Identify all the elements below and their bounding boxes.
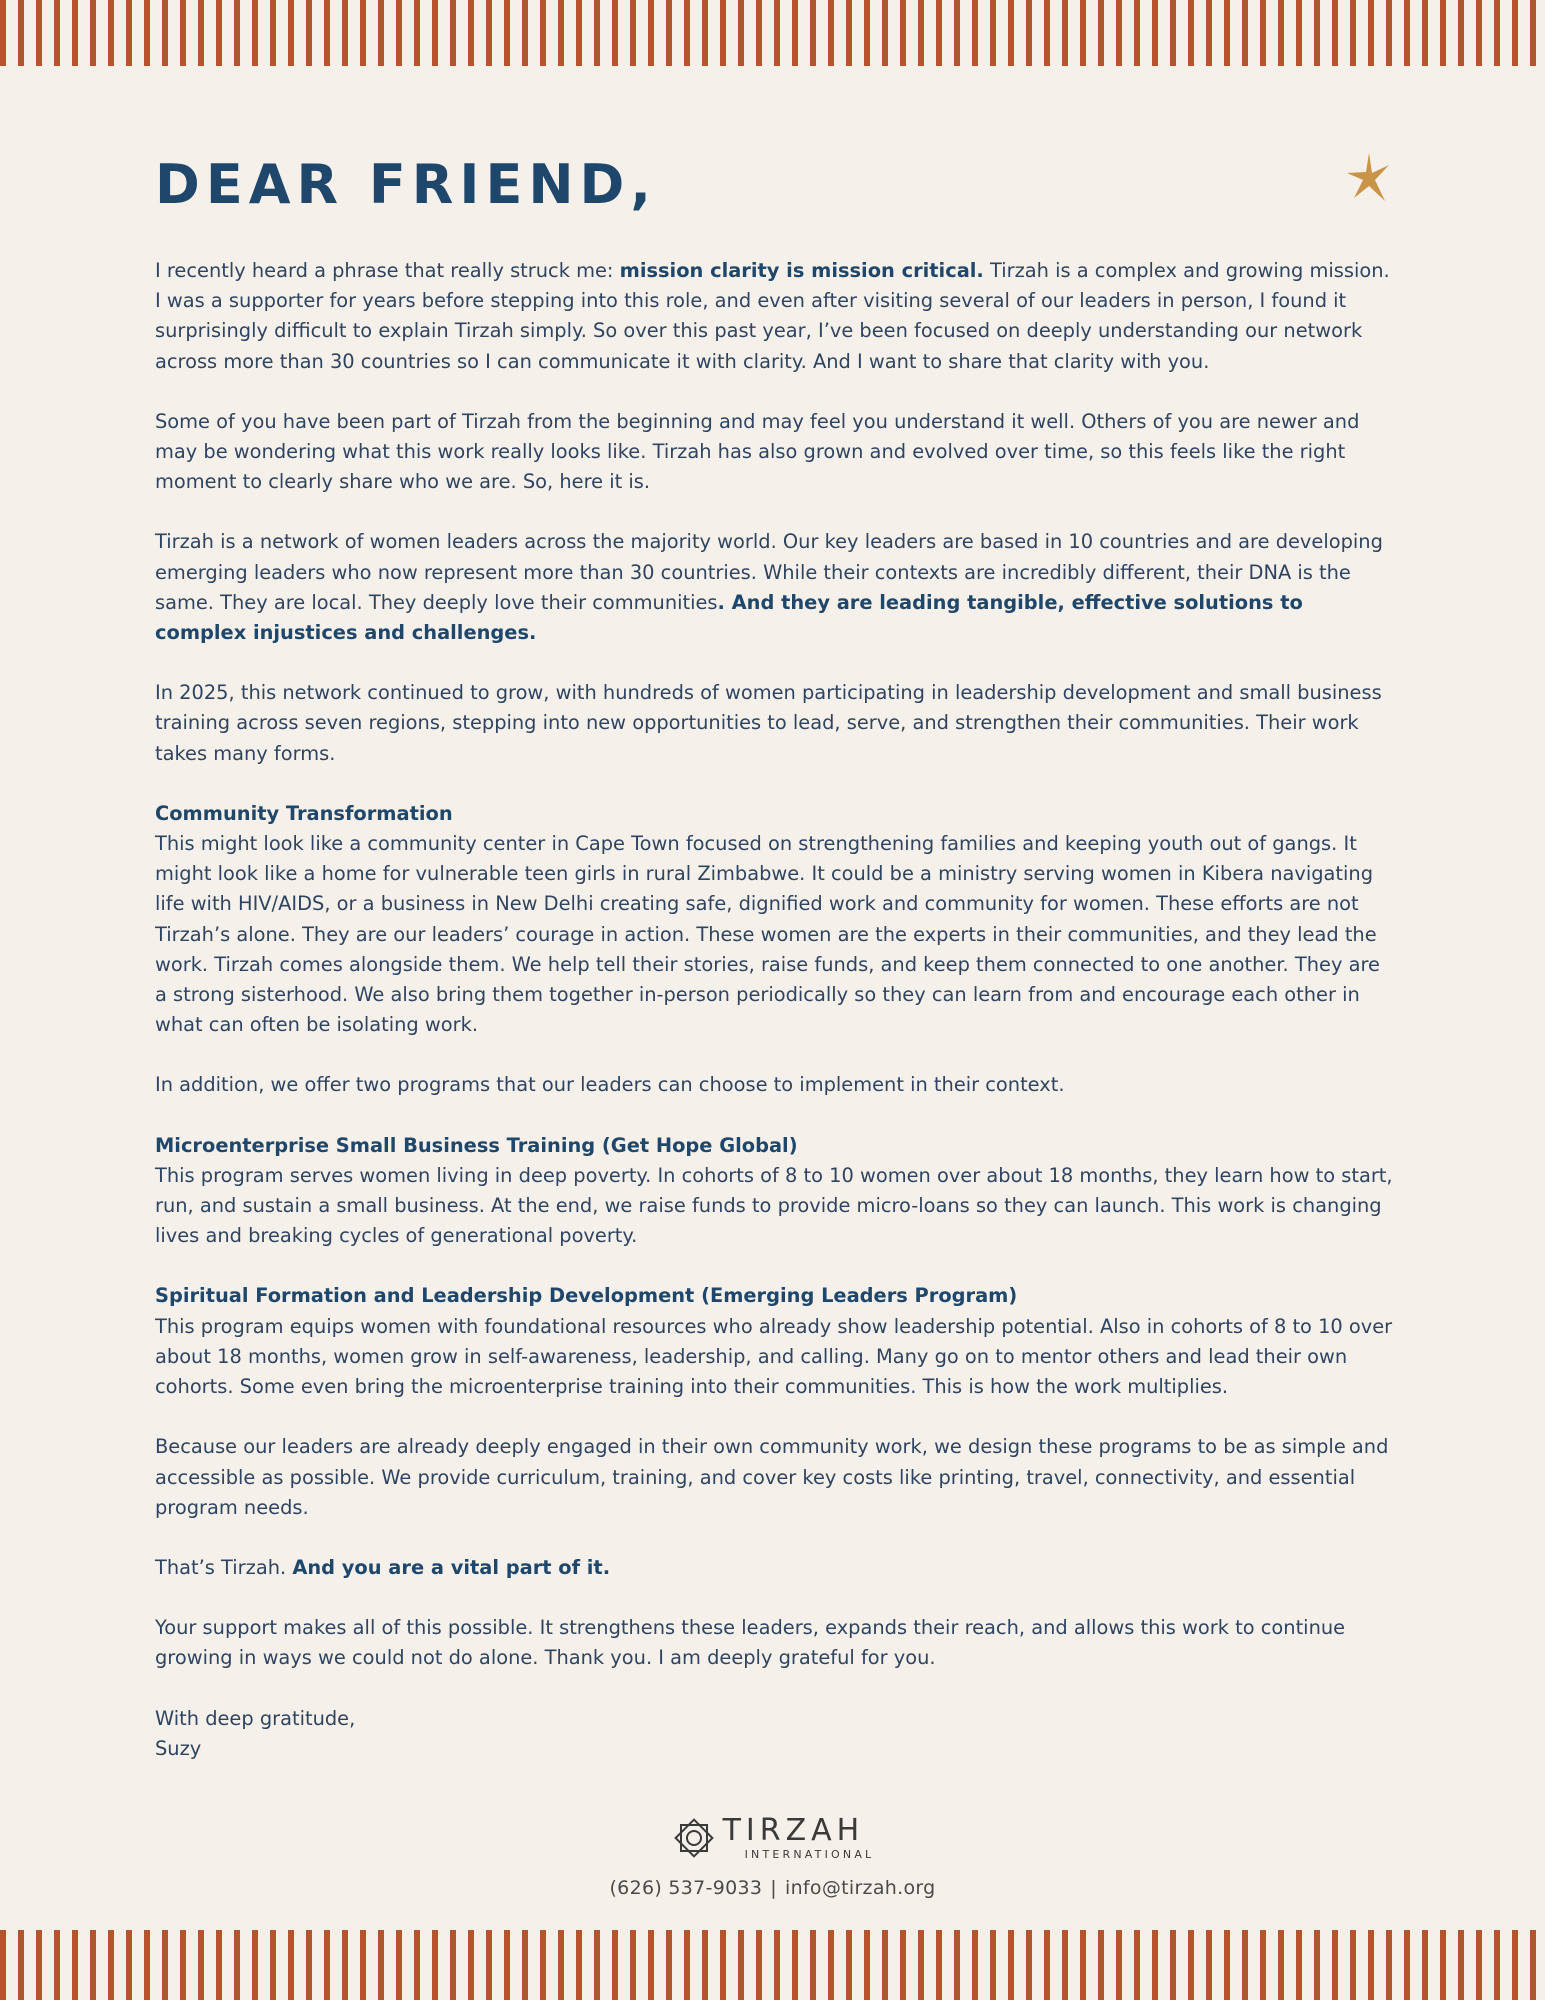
p10-emphasis: And you are a vital part of it. bbox=[292, 1555, 611, 1579]
bottom-stripe-border bbox=[0, 1930, 1545, 2000]
closing: With deep gratitude, bbox=[155, 1706, 356, 1730]
heading-emerging-leaders: Spiritual Formation and Leadership Development (Emerging Leaders Program) bbox=[155, 1284, 1018, 1308]
paragraph-11: Your support makes all of this possible. It strengthens these leaders, expands their reach, and allows this work to continue growing in ways we could not do alone. Thank you. I am deeply grateful for you. bbox=[155, 1616, 1346, 1670]
section-emerging-leaders bbox=[155, 1281, 1395, 1402]
paragraph-intro bbox=[155, 256, 1395, 377]
paragraph-4: In 2025, this network continued to grow, with hundreds of women participating in leadership development and small business training across seven regions, stepping into new opportunities to lead, serve, and strengthen their communities. Their work takes many forms. bbox=[155, 681, 1382, 765]
letter-body bbox=[155, 150, 1395, 1764]
letter-title: DEAR FRIEND, bbox=[155, 153, 657, 216]
intro-emphasis: mission clarity is mission critical. bbox=[619, 259, 984, 282]
heading-microenterprise: Microenterprise Small Business Training (Get Hope Global) bbox=[155, 1133, 798, 1157]
logo-subtitle: INTERNATIONAL bbox=[744, 1848, 875, 1861]
emerging-leaders-text: This program equips women with foundational resources who already show leadership potential. Also in cohorts of 8 to 10 over about 18 months, women grow in self-awareness, leadership, and calling. Many go on to mentor others and lead their own cohorts. Some even bring the microenterprise training into their communities. This is how the work multiplies. bbox=[155, 1314, 1393, 1399]
top-stripe-border bbox=[0, 0, 1545, 66]
tirzah-logo-icon bbox=[671, 1815, 717, 1861]
section-community bbox=[155, 799, 1395, 1041]
community-text: This might look like a community center in Cape Town focused on strengthening families and keeping youth out of gangs. It might look like a home for vulnerable teen girls in rural Zimbabwe. It could be a ministry serving women in Kibera navigating life with HIV/AIDS, or a business in New Delhi creating safe, dignified work and community for women. These efforts are not Tirzah’s alone. They are our leaders’ courage in action. These women are the experts in their communities, and they lead the work. Tirzah comes alongside them. We help tell their stories, raise funds, and keep them connected to one another. They are a strong sisterhood. We also bring them together in-person periodically so they can learn from and encourage each other in what can often be isolating work. bbox=[155, 832, 1380, 1037]
contact-separator: | bbox=[770, 1877, 777, 1899]
paragraph-2: Some of you have been part of Tirzah from the beginning and may feel you understand it well. Others of you are newer and may be wondering what this work really looks like. Tirzah has also grown and evolved over time, so this feels like the right moment to clearly share who we are. So, here it is. bbox=[155, 409, 1360, 494]
heading-community-transformation: Community Transformation bbox=[155, 801, 453, 825]
logo-name: TIRZAH bbox=[722, 1813, 865, 1848]
phone-number[interactable]: (626) 537-9033 bbox=[609, 1877, 763, 1899]
intro-text-c: Tirzah is a complex and growing mission. I was a supporter for years before stepping into this role, and even after visiting several of our leaders in person, I found it surprisingly difficult to explain Tirzah simply. So over this past year, I’ve been focused on deeply understanding our network across more than 30 countries so I can communicate it with clarity. And I want to share that clarity with you. bbox=[155, 259, 1390, 373]
email-link[interactable]: info@tirzah.org bbox=[784, 1877, 936, 1899]
paragraph-10 bbox=[155, 1553, 1395, 1583]
paragraph-6: In addition, we offer two programs that our leaders can choose to implement in their context. bbox=[155, 1073, 1065, 1097]
p10-text: That’s Tirzah. bbox=[155, 1555, 293, 1579]
paragraph-9: Because our leaders are already deeply engaged in their own community work, we design these programs to be as simple and accessible as possible. We provide curriculum, training, and cover key costs like printing, travel, connectivity, and essential program needs. bbox=[155, 1435, 1389, 1519]
tirzah-logo bbox=[671, 1815, 875, 1861]
section-microenterprise bbox=[155, 1131, 1395, 1252]
microenterprise-text: This program serves women living in deep poverty. In cohorts of 8 to 10 women over about 18 months, they learn how to start, run, and sustain a small business. At the end, we raise funds to provide micro-loans so they can launch. This work is changing lives and breaking cycles of generational poverty. bbox=[155, 1163, 1393, 1248]
intro-text-a: I recently heard a phrase that really struck me: bbox=[155, 259, 620, 282]
p3-emphasis: . And they are leading tangible, effective solutions to complex injustices and challenges. bbox=[155, 590, 1303, 645]
signature: Suzy bbox=[155, 1736, 202, 1760]
contact-info bbox=[0, 1877, 1545, 1899]
footer bbox=[0, 1815, 1545, 1899]
paragraph-3 bbox=[155, 527, 1395, 648]
p3-text: Tirzah is a network of women leaders across the majority world. Our key leaders are based in 10 countries and are developing emerging leaders who now represent more than 30 countries. While their contexts are incredibly different, their DNA is the same. They are local. They deeply love their communities bbox=[155, 530, 1383, 614]
